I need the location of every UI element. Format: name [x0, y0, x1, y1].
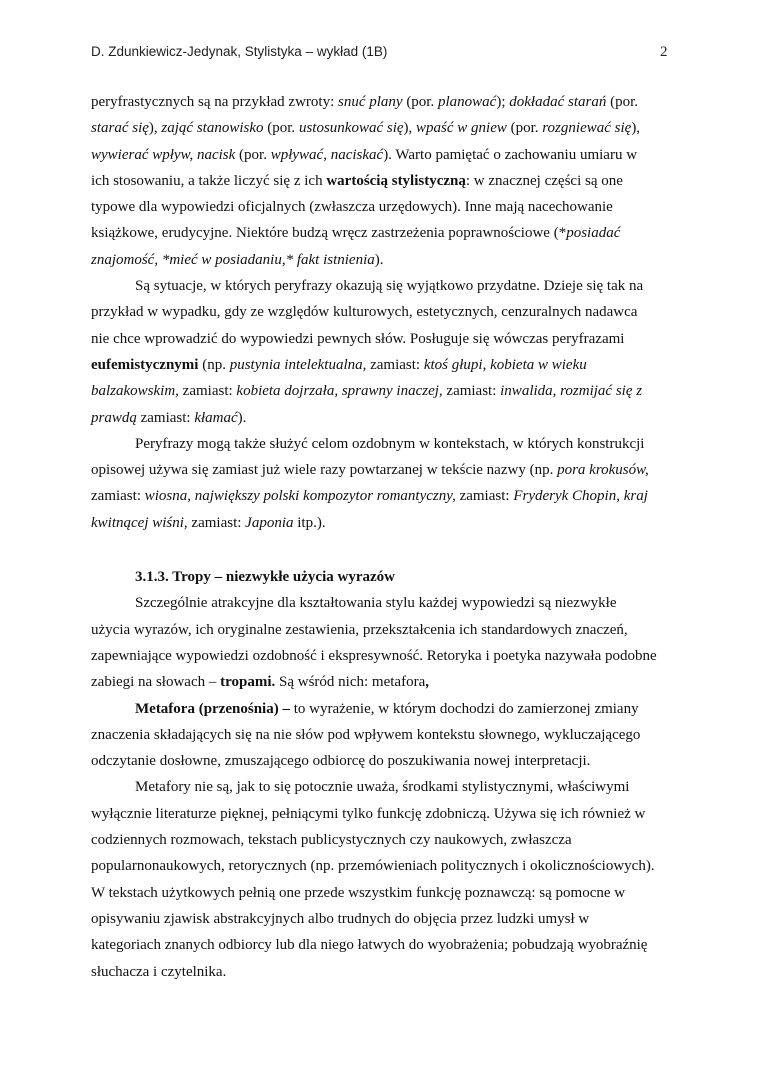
- text-line: [91, 405, 671, 431]
- text-span: Peryfrazy mogą także służyć celom ozdobnym w kontekstach, w których konstrukcji: [135, 435, 645, 452]
- text-span: nie chce wprowadzić do wypowiedzi pewnych słów. Posługuje się wówczas peryfrazami: [91, 330, 625, 347]
- text-span: zamiast:: [366, 356, 424, 373]
- italic-span: snuć plany: [337, 94, 403, 110]
- text-span: (np.: [198, 356, 230, 373]
- text-span: zamiast:: [136, 409, 195, 426]
- paragraphs-peryfrazy: [91, 89, 671, 536]
- text-line: [91, 722, 671, 748]
- text-line: [91, 299, 671, 325]
- text-span: wyłącznie literaturze pięknej, pełniącymi tylko funkcję zdobniczą. Używa się ich również w: [91, 805, 646, 822]
- text-line: [91, 194, 671, 220]
- text-line: [91, 959, 671, 985]
- text-span: zabiegi na słowach –: [91, 674, 221, 691]
- text-line: [91, 801, 671, 827]
- text-span: książkowe, erudycyjne. Niektóre budzą wręcz zastrzeżenia poprawnościowe (*: [91, 225, 567, 242]
- text-span: Są wśród nich: metafora: [275, 674, 426, 691]
- italic-span: znajomość, *mieć w posiadaniu,* fakt istnienia: [91, 251, 375, 268]
- text-span: ich stosowaniu, a także liczyć się z ich: [91, 172, 327, 189]
- bold-span: wartością stylistyczną: [326, 172, 466, 189]
- text-span: zamiast:: [455, 488, 514, 505]
- text-line: [91, 669, 671, 695]
- text-span: typowe dla wypowiedzi oficjalnych (zwłaszcza urzędowych). Inne mają nacechowanie: [91, 199, 613, 216]
- italic-span: kwitnącej wiśni,: [91, 514, 188, 531]
- text-line: [91, 590, 671, 616]
- text-span: Szczególnie atrakcyjne dla kształtowania stylu każdej wypowiedzi są niezwykłe: [135, 595, 617, 612]
- text-line: [91, 352, 671, 378]
- text-span: : w znacznej części są one: [465, 172, 623, 189]
- text-line: [91, 273, 671, 299]
- text-span: ).: [237, 409, 247, 426]
- italic-span: planować: [437, 94, 497, 110]
- italic-span: wpaść w gniew: [416, 120, 507, 137]
- text-span: ).: [374, 251, 384, 268]
- text-span: opisowej używa się zamiast już wiele razy powtarzanej w tekście nazwy (np.: [91, 462, 558, 479]
- bold-span: Metafora (przenośnia) –: [135, 700, 290, 717]
- text-line: [91, 510, 671, 536]
- section-gap: [91, 536, 671, 564]
- text-span: użycia wyrazów, ich oryginalne zestawienia, przekształcenia ich standardowych znaczeń,: [91, 621, 628, 638]
- text-line: [91, 853, 671, 879]
- text-line: [91, 483, 671, 509]
- text-line: [91, 774, 671, 800]
- text-line: [91, 748, 671, 774]
- italic-span: zająć stanowisko: [161, 120, 264, 137]
- text-span: znaczenia składających się na nie słów pod wpływem kontekstu słownego, wykluczającego: [91, 726, 641, 743]
- text-span: zapewniające wypowiedzi ozdobność i ekspresywność. Retoryka i poetyka nazywała podobne: [91, 647, 657, 664]
- text-span: (por.: [506, 120, 543, 137]
- text-line: [91, 89, 671, 115]
- italic-span: Japonia: [245, 514, 294, 531]
- text-span: opisywaniu zjawisk abstrakcyjnych albo trudnych do objęcia przez ludzki umysł w: [91, 910, 590, 927]
- bold-span: ,: [425, 674, 429, 691]
- text-span: ),: [403, 120, 417, 137]
- text-span: ). Warto pamiętać o zachowaniu umiaru w: [383, 146, 638, 163]
- italic-span: posiadać: [566, 225, 621, 242]
- text-line: [91, 880, 671, 906]
- running-header: D. Zdunkiewicz-Jedynak, Stylistyka – wykład (1B): [91, 44, 388, 59]
- text-line: [91, 906, 671, 932]
- paragraphs-tropy: [91, 590, 671, 984]
- text-line: [91, 431, 671, 457]
- italic-span: Fryderyk Chopin, kraj: [513, 488, 648, 505]
- text-span: codziennych rozmowach, tekstach publicystycznych czy naukowych, zwłaszcza: [91, 832, 572, 849]
- text-line: [91, 696, 671, 722]
- text-span: odczytanie dosłowne, zmuszającego odbiorcę do poszukiwania nowej interpretacji.: [91, 753, 591, 770]
- text-line: [91, 378, 671, 404]
- text-span: Są sytuacje, w których peryfrazy okazują się wyjątkowo przydatne. Dzieje się tak na: [135, 278, 644, 295]
- text-span: kategoriach znanych odbiorcy lub dla niego łatwych do wyobrażenia; pobudzają wyobraźnię: [91, 937, 648, 954]
- text-span: przykład w wypadku, gdy ze względów kulturowych, estetycznych, cenzuralnych nadawca: [91, 304, 638, 321]
- text-line: [91, 932, 671, 958]
- section-heading: 3.1.3. Tropy – niezwykłe użycia wyrazów: [135, 569, 395, 586]
- italic-span: wpływać, naciskać: [270, 146, 384, 163]
- italic-span: wywierać wpływ, nacisk: [91, 146, 236, 163]
- text-span: (por.: [606, 94, 638, 110]
- bold-span: eufemistycznymi: [91, 356, 199, 373]
- italic-span: ustosunkować się: [298, 120, 404, 137]
- text-span: zamiast:: [442, 383, 501, 400]
- text-span: słuchacza i czytelnika.: [91, 963, 227, 980]
- italic-span: inwalida, rozmijać się z: [500, 383, 643, 400]
- page-number: 2: [660, 44, 668, 60]
- italic-span: kłamać: [194, 409, 238, 426]
- text-span: ),: [631, 120, 641, 137]
- text-span: ),: [148, 120, 162, 137]
- text-line: [91, 827, 671, 853]
- italic-span: rozgniewać się: [542, 120, 632, 137]
- text-span: zamiast:: [91, 488, 145, 505]
- document-body: [91, 89, 671, 985]
- italic-span: ktoś głupi, kobieta w wieku: [423, 356, 587, 373]
- text-line: [91, 220, 671, 246]
- italic-span: balzakowskim,: [91, 383, 179, 400]
- italic-span: pora krokusów,: [557, 462, 649, 479]
- text-line: [91, 326, 671, 352]
- text-span: popularnonaukowych, retorycznych (np. przemówieniach politycznych i okolicznościowych).: [91, 858, 655, 875]
- text-span: itp.).: [293, 514, 326, 531]
- italic-span: pustynia intelektualna,: [229, 356, 367, 373]
- text-line: [91, 617, 671, 643]
- text-line: [91, 168, 671, 194]
- italic-span: starać się: [91, 120, 149, 137]
- text-line: [91, 115, 671, 141]
- text-span: (por.: [235, 146, 271, 163]
- text-span: to wyrażenie, w którym dochodzi do zamierzonej zmiany: [289, 700, 639, 717]
- text-line: [91, 247, 671, 273]
- italic-span: dokładać starań: [509, 94, 607, 110]
- text-span: Metafory nie są, jak to się potocznie uważa, środkami stylistycznymi, właściwymi: [135, 779, 630, 796]
- italic-span: kobieta dojrzała, sprawny inaczej,: [236, 383, 443, 400]
- text-span: peryfrastycznych są na przykład zwroty:: [91, 94, 338, 110]
- text-span: (por.: [263, 120, 299, 137]
- text-line: [91, 643, 671, 669]
- text-span: (por.: [402, 94, 438, 110]
- text-span: W tekstach użytkowych pełnią one przede wszystkim funkcję poznawczą: są pomocne w: [91, 884, 626, 901]
- text-line: [91, 457, 671, 483]
- text-span: zamiast:: [187, 514, 246, 531]
- bold-span: tropami.: [220, 674, 276, 691]
- text-span: );: [496, 94, 510, 110]
- italic-span: prawdą: [91, 409, 137, 426]
- italic-span: wiosna, największy polski kompozytor romantyczny,: [144, 488, 456, 505]
- text-line: [91, 142, 671, 168]
- text-span: zamiast:: [178, 383, 237, 400]
